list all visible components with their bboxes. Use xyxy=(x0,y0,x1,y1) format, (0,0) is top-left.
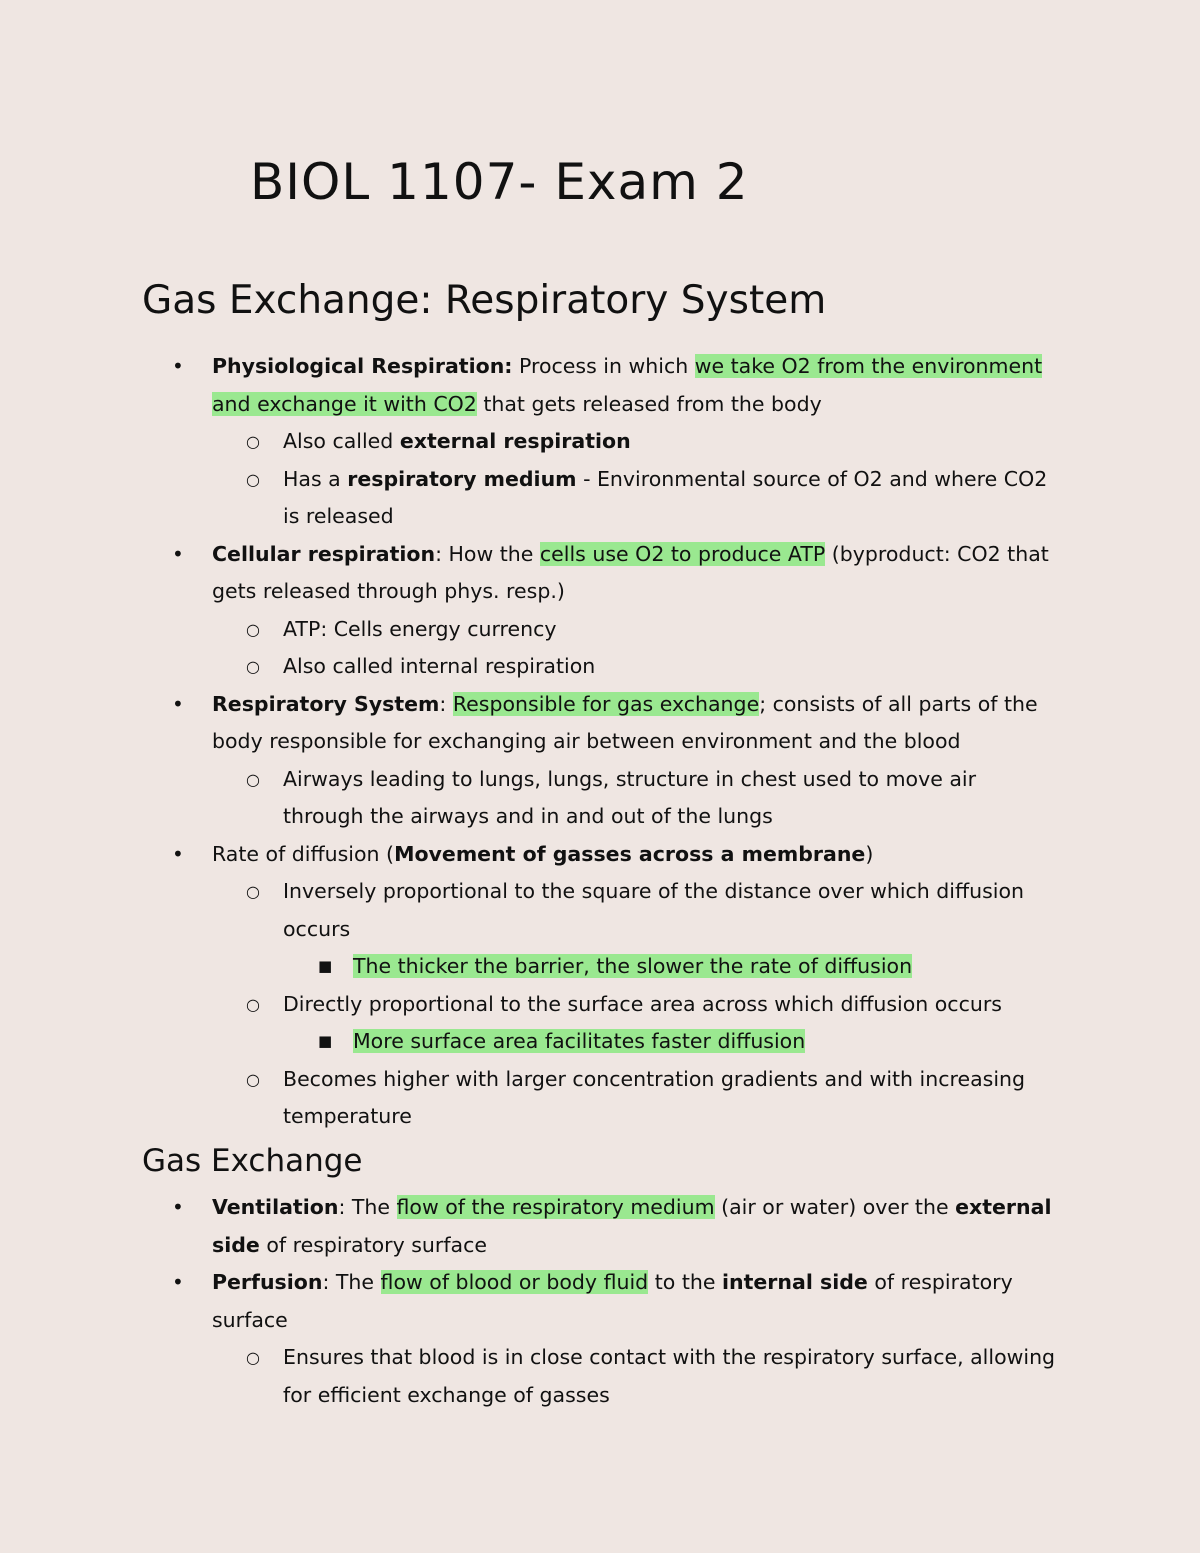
hollow-bullet-icon: ○ xyxy=(246,769,260,789)
document-title: BIOL 1107- Exam 2 xyxy=(250,153,749,211)
list-item-rate-of-diffusion xyxy=(0,836,1062,874)
item-text: Rate of diffusion ( xyxy=(212,841,395,866)
item-text: ) xyxy=(865,841,874,866)
term-external-respiration: external respiration xyxy=(399,429,631,453)
item-text: Becomes higher with larger concentration gradients and with increasing temperature xyxy=(283,1066,1026,1128)
term-respiratory-system: Respiratory System xyxy=(212,691,440,716)
term-movement-of-gasses: Movement of gasses across a membrane xyxy=(394,841,866,866)
item-text: Airways leading to lungs, lungs, structure in chest used to move air through the airways and in and out of the lungs xyxy=(283,766,977,828)
term-ventilation: Ventilation xyxy=(212,1195,339,1219)
sub-item-concentration-gradients xyxy=(0,1061,1063,1136)
hollow-bullet-icon: ○ xyxy=(246,657,260,676)
hollow-bullet-icon: ○ xyxy=(246,432,260,451)
sub-item-directly-proportional xyxy=(0,986,1063,1024)
item-text: : The xyxy=(322,1270,381,1294)
bullet-icon: • xyxy=(172,541,184,566)
list-item-perfusion xyxy=(0,1264,1062,1339)
highlighted-text: More surface area facilitates faster diffusion xyxy=(353,1029,806,1053)
item-text: to the xyxy=(648,1270,722,1294)
item-text: (byproduct: CO2 that gets released through phys. resp.) xyxy=(212,541,1049,603)
list-item-respiratory-system xyxy=(0,686,1062,761)
bullet-icon: • xyxy=(172,841,184,866)
highlighted-text: flow of the respiratory medium xyxy=(396,1195,715,1219)
sub-sub-item-surface-area xyxy=(0,1023,1053,1061)
term-physiological-respiration: Physiological Respiration xyxy=(212,354,505,378)
sub-item-external-respiration xyxy=(0,423,1063,461)
hollow-bullet-icon: ○ xyxy=(246,994,260,1014)
hollow-bullet-icon: ○ xyxy=(246,619,260,639)
item-text: : The xyxy=(338,1195,397,1219)
list-item-ventilation xyxy=(0,1189,1062,1264)
term-cellular-respiration: Cellular respiration xyxy=(212,541,436,566)
section-heading-gas-exchange: Gas Exchange xyxy=(142,1143,363,1179)
highlighted-text: flow of blood or body fluid xyxy=(380,1270,649,1294)
item-text: Process in which xyxy=(512,354,695,378)
hollow-bullet-icon: ○ xyxy=(246,1069,260,1089)
list-item-physiological-respiration xyxy=(0,348,1062,423)
item-text: of respiratory surface xyxy=(259,1232,487,1257)
item-text: : xyxy=(439,691,453,716)
sub-item-inversely-proportional xyxy=(0,873,1063,948)
sub-item-atp xyxy=(0,611,1063,649)
highlighted-text: Responsible for gas exchange xyxy=(452,691,760,716)
sub-item-close-contact xyxy=(0,1339,1063,1414)
sub-item-respiratory-medium xyxy=(0,461,1063,536)
list-item-cellular-respiration xyxy=(0,536,1062,611)
term-respiratory-medium: respiratory medium xyxy=(347,466,577,491)
bullet-icon: • xyxy=(172,1195,184,1219)
highlighted-text: The thicker the barrier, the slower the rate of diffusion xyxy=(353,954,913,978)
term-perfusion: Perfusion xyxy=(212,1270,323,1294)
term-colon: : xyxy=(504,354,513,378)
item-text: Has a xyxy=(283,466,348,491)
hollow-bullet-icon: ○ xyxy=(246,882,260,901)
gas-exchange-list xyxy=(0,1189,1200,1414)
term-internal-side: internal side xyxy=(721,1270,868,1294)
item-text: : How the xyxy=(435,541,540,566)
highlighted-text: we take O2 from the environment and exchange it with CO2 xyxy=(212,354,1043,416)
highlighted-text: cells use O2 to produce ATP xyxy=(539,541,826,566)
item-text: Ensures that blood is in close contact with the respiratory surface, allowing for efficient exchange of gasses xyxy=(283,1345,1056,1407)
bullet-icon: • xyxy=(172,354,184,378)
term-external-side: external side xyxy=(212,1195,1052,1257)
item-text: Also called internal respiration xyxy=(283,654,596,678)
bullet-icon: • xyxy=(172,691,184,716)
hollow-bullet-icon: ○ xyxy=(246,1348,260,1367)
item-text: - Environmental source of O2 and where CO2 is released xyxy=(283,466,1048,528)
sub-item-airways xyxy=(0,761,1063,836)
respiratory-system-list xyxy=(0,348,1200,1136)
hollow-bullet-icon: ○ xyxy=(246,469,260,489)
section-heading-respiratory-system: Gas Exchange: Respiratory System xyxy=(142,278,827,323)
item-text: Inversely proportional to the square of the distance over which diffusion occurs xyxy=(283,879,1025,941)
item-text: that gets released from the body xyxy=(476,391,822,416)
item-text: ; consists of all parts of the body responsible for exchanging air between environment and the blood xyxy=(212,691,1038,753)
square-bullet-icon: ■ xyxy=(318,1032,333,1050)
item-text: Also called xyxy=(283,429,400,453)
square-bullet-icon: ■ xyxy=(318,957,333,975)
item-text: Directly proportional to the surface area across which diffusion occurs xyxy=(283,991,1002,1016)
sub-item-internal-respiration xyxy=(0,648,1063,686)
item-text: (air or water) over the xyxy=(714,1195,956,1219)
bullet-icon: • xyxy=(172,1270,184,1294)
item-text: of respiratory surface xyxy=(212,1270,1013,1332)
item-text: ATP: Cells energy currency xyxy=(283,616,557,641)
sub-sub-item-thicker-barrier xyxy=(0,948,1053,986)
